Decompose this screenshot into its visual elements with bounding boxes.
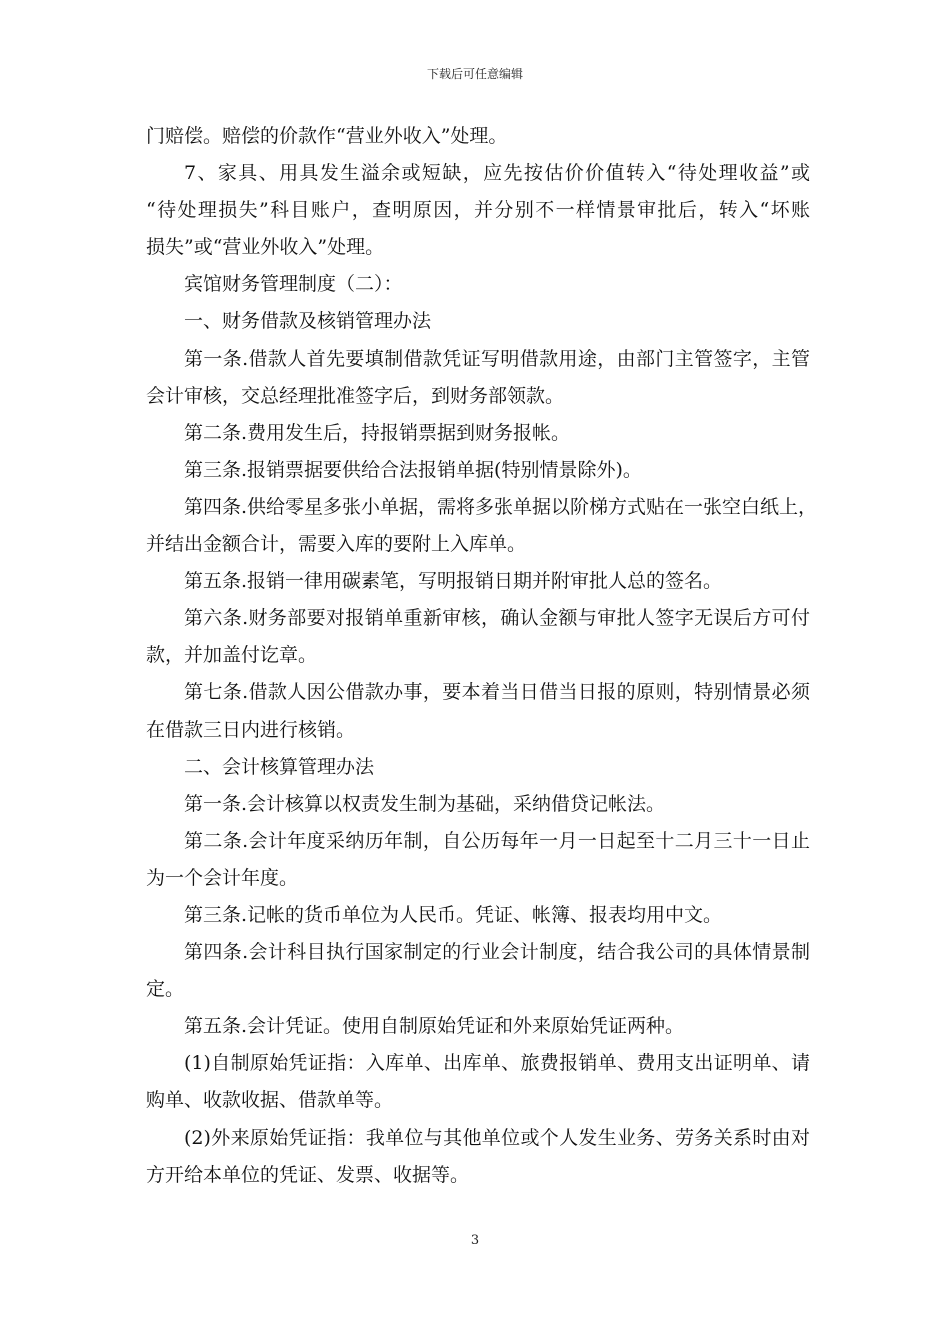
paragraph-line: 损失”或“营业外收入”处理。 (146, 236, 385, 259)
section-heading: 一、财务借款及核销管理办法 (184, 310, 432, 333)
paragraph-line: 第一条.借款人首先要填制借款凭证写明借款用途，由部门主管签字，主管 (184, 347, 810, 370)
page-number: 3 (470, 1233, 480, 1248)
paragraph-line: 门赔偿。赔偿的价款作“营业外收入”处理。 (146, 125, 508, 147)
section-heading: 宾馆财务管理制度（二）： (184, 273, 403, 296)
paragraph-line: 第六条.财务部要对报销单重新审核，确认金额与审批人签字无误后方可付 (184, 607, 810, 630)
paragraph-line: 第四条.供给零星多张小单据，需将多张单据以阶梯方式贴在一张空白纸上， (184, 495, 818, 518)
section-heading: 二、会计核算管理办法 (184, 755, 375, 778)
paragraph-line: 7、家具、用具发生溢余或短缺，应先按估价价值转入“待处理收益”或 (184, 162, 810, 185)
paragraph-line: 第二条.费用发生后，持报销票据到财务报帐。 (184, 421, 571, 444)
paragraph-line: (2)外来原始凭证指：我单位与其他单位或个人发生业务、劳务关系时由对 (184, 1126, 810, 1149)
paragraph-line: 会计审核，交总经理批准签字后，到财务部领款。 (146, 384, 565, 407)
paragraph-line: 方开给本单位的凭证、发票、收据等。 (146, 1163, 470, 1186)
paragraph-line: 第五条.会计凭证。使用自制原始凭证和外来原始凭证两种。 (184, 1015, 685, 1038)
paragraph-line: 第七条.借款人因公借款办事，要本着当日借当日报的原则，特别情景必须 (184, 681, 810, 704)
paragraph-line: 款，并加盖付讫章。 (146, 644, 318, 667)
paragraph-line: 第三条.报销票据要供给合法报销单据(特别情景除外)。 (184, 458, 642, 481)
paragraph-line: 第二条.会计年度采纳历年制，自公历每年一月一日起至十二月三十一日止 (184, 829, 810, 852)
paragraph-line: 在借款三日内进行核销。 (146, 718, 356, 741)
paragraph-line: 定。 (146, 978, 185, 1001)
paragraph-line: 为一个会计年度。 (146, 866, 299, 889)
paragraph-line: 第三条.记帐的货币单位为人民币。凭证、帐簿、报表均用中文。 (184, 903, 723, 926)
paragraph-line: (1)自制原始凭证指：入库单、出库单、旅费报销单、费用支出证明单、请 (184, 1052, 810, 1075)
paragraph-line: 购单、收款收据、借款单等。 (146, 1089, 394, 1112)
paragraph-line: 并结出金额合计，需要入库的要附上入库单。 (146, 533, 527, 556)
paragraph-line: 第四条.会计科目执行国家制定的行业会计制度，结合我公司的具体情景制 (184, 941, 810, 964)
paragraph-line: “待处理损失”科目账户，查明原因，并分别不一样情景审批后，转入“坏账 (146, 199, 810, 222)
document-body (146, 118, 818, 1194)
paragraph-line: 第五条.报销一律用碳素笔，写明报销日期并附审批人总的签名。 (184, 570, 723, 593)
page-header: 下载后可任意编辑 (426, 67, 523, 81)
paragraph-line: 第一条.会计核算以权责发生制为基础，采纳借贷记帐法。 (184, 792, 666, 815)
